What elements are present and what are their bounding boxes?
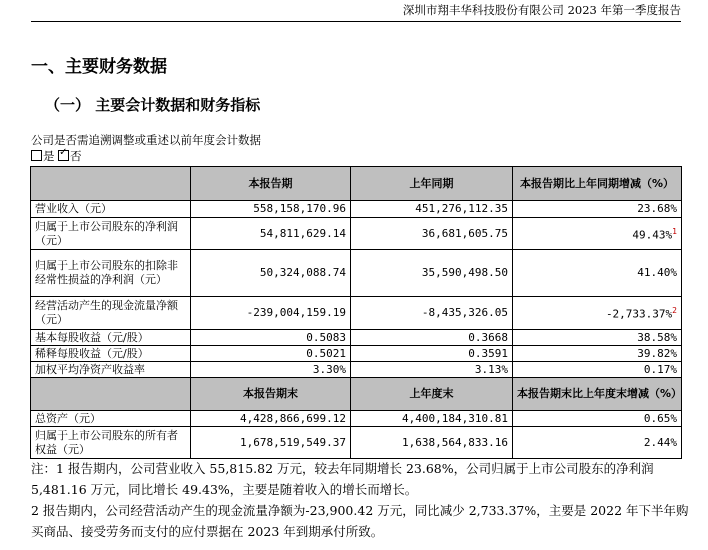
table-row bbox=[31, 297, 682, 330]
report-header: 深圳市翔丰华科技股份有限公司 2023 年第一季度报告 bbox=[31, 0, 681, 22]
row-label: 营业收入（元） bbox=[31, 201, 191, 218]
current-value: 0.5083 bbox=[191, 330, 351, 346]
row-label: 经营活动产生的现金流量净额（元） bbox=[31, 297, 191, 330]
prior-value: 0.3591 bbox=[351, 346, 513, 362]
footnote-ref: 2 bbox=[672, 306, 677, 316]
change-value: -2,733.37% bbox=[605, 307, 673, 321]
table-row bbox=[31, 362, 682, 378]
current-value: -239,004,159.19 bbox=[191, 297, 351, 330]
prior-value: 35,590,498.50 bbox=[351, 250, 513, 297]
restatement-choice bbox=[31, 148, 82, 164]
header-cell: 本报告期末 bbox=[191, 378, 351, 411]
current-value: 54,811,629.14 bbox=[191, 218, 351, 250]
current-value: 0.5021 bbox=[191, 346, 351, 362]
current-value: 3.30% bbox=[191, 362, 351, 378]
row-label: 稀释每股收益（元/股） bbox=[31, 346, 191, 362]
prior-value: 4,400,184,310.81 bbox=[351, 411, 513, 427]
header-cell bbox=[31, 378, 191, 411]
table-row bbox=[31, 250, 682, 297]
row-label: 加权平均净资产收益率 bbox=[31, 362, 191, 378]
section-title: 一、主要财务数据 bbox=[31, 57, 167, 77]
row-label: 归属于上市公司股东的扣除非经常性损益的净利润（元） bbox=[31, 250, 191, 297]
prior-value: 451,276,112.35 bbox=[351, 201, 513, 218]
footnote-1 bbox=[31, 458, 691, 500]
footnote-2: 2 报告期内，公司经营活动产生的现金流量净额为-23,900.42 万元，同比减少 2,733.37%，主要是 2022 年下半年购买商品、接受劳务而支付的应付票据在 2023 年到期承付所致。 bbox=[31, 503, 689, 539]
table-row bbox=[31, 330, 682, 346]
current-value: 1,678,519,549.37 bbox=[191, 427, 351, 459]
change-value: 23.68% bbox=[513, 201, 682, 218]
choice-no-label: 否 bbox=[70, 149, 82, 163]
prior-value: 3.13% bbox=[351, 362, 513, 378]
row-label: 归属于上市公司股东的所有者权益（元） bbox=[31, 427, 191, 459]
prior-value: 1,638,564,833.16 bbox=[351, 427, 513, 459]
change-value: 2.44% bbox=[513, 427, 682, 459]
footnote-1-text: 1 报告期内，公司营业收入 55,815.82 万元，较去年同期增长 23.68%，公司归属于上市公司股东的净利润 5,481.16 万元，同比增长 49.43%，主要是随着收入的增长而增长。 bbox=[31, 461, 654, 497]
restatement-question: 公司是否需追溯调整或重述以前年度会计数据 bbox=[31, 133, 261, 147]
current-value: 4,428,866,699.12 bbox=[191, 411, 351, 427]
table-row bbox=[31, 427, 682, 459]
row-label: 总资产（元） bbox=[31, 411, 191, 427]
change-value: 0.17% bbox=[513, 362, 682, 378]
change-value: 49.43% bbox=[632, 228, 673, 242]
table-header-row bbox=[31, 167, 682, 201]
financial-indicators-table bbox=[30, 166, 682, 459]
table-row bbox=[31, 218, 682, 250]
header-cell bbox=[31, 167, 191, 201]
prior-value: -8,435,326.05 bbox=[351, 297, 513, 330]
prior-value: 36,681,605.75 bbox=[351, 218, 513, 250]
change-value: 38.58% bbox=[513, 330, 682, 346]
current-value: 50,324,088.74 bbox=[191, 250, 351, 297]
change-cell bbox=[513, 218, 682, 250]
footnote-ref: 1 bbox=[672, 226, 677, 236]
header-cell: 本报告期末比上年度末增减（%） bbox=[513, 378, 682, 411]
change-value: 39.82% bbox=[513, 346, 682, 362]
subsection-title: （一） 主要会计数据和财务指标 bbox=[45, 96, 261, 114]
change-value: 41.40% bbox=[513, 250, 682, 297]
table-row bbox=[31, 346, 682, 362]
current-value: 558,158,170.96 bbox=[191, 201, 351, 218]
row-label: 基本每股收益（元/股） bbox=[31, 330, 191, 346]
change-cell bbox=[513, 297, 682, 330]
header-cell: 本报告期比上年同期增减（%） bbox=[513, 167, 682, 201]
checkbox-checked-icon bbox=[58, 150, 69, 161]
table-row bbox=[31, 201, 682, 218]
header-cell: 上年同期 bbox=[351, 167, 513, 201]
choice-yes-label: 是 bbox=[43, 149, 55, 163]
notes-prefix: 注： bbox=[31, 461, 57, 476]
table-row bbox=[31, 411, 682, 427]
checkbox-unchecked-icon bbox=[31, 150, 42, 161]
header-cell: 本报告期 bbox=[191, 167, 351, 201]
prior-value: 0.3668 bbox=[351, 330, 513, 346]
table-header-row bbox=[31, 378, 682, 411]
footnotes bbox=[31, 458, 691, 542]
row-label: 归属于上市公司股东的净利润（元） bbox=[31, 218, 191, 250]
change-value: 0.65% bbox=[513, 411, 682, 427]
header-cell: 上年度末 bbox=[351, 378, 513, 411]
